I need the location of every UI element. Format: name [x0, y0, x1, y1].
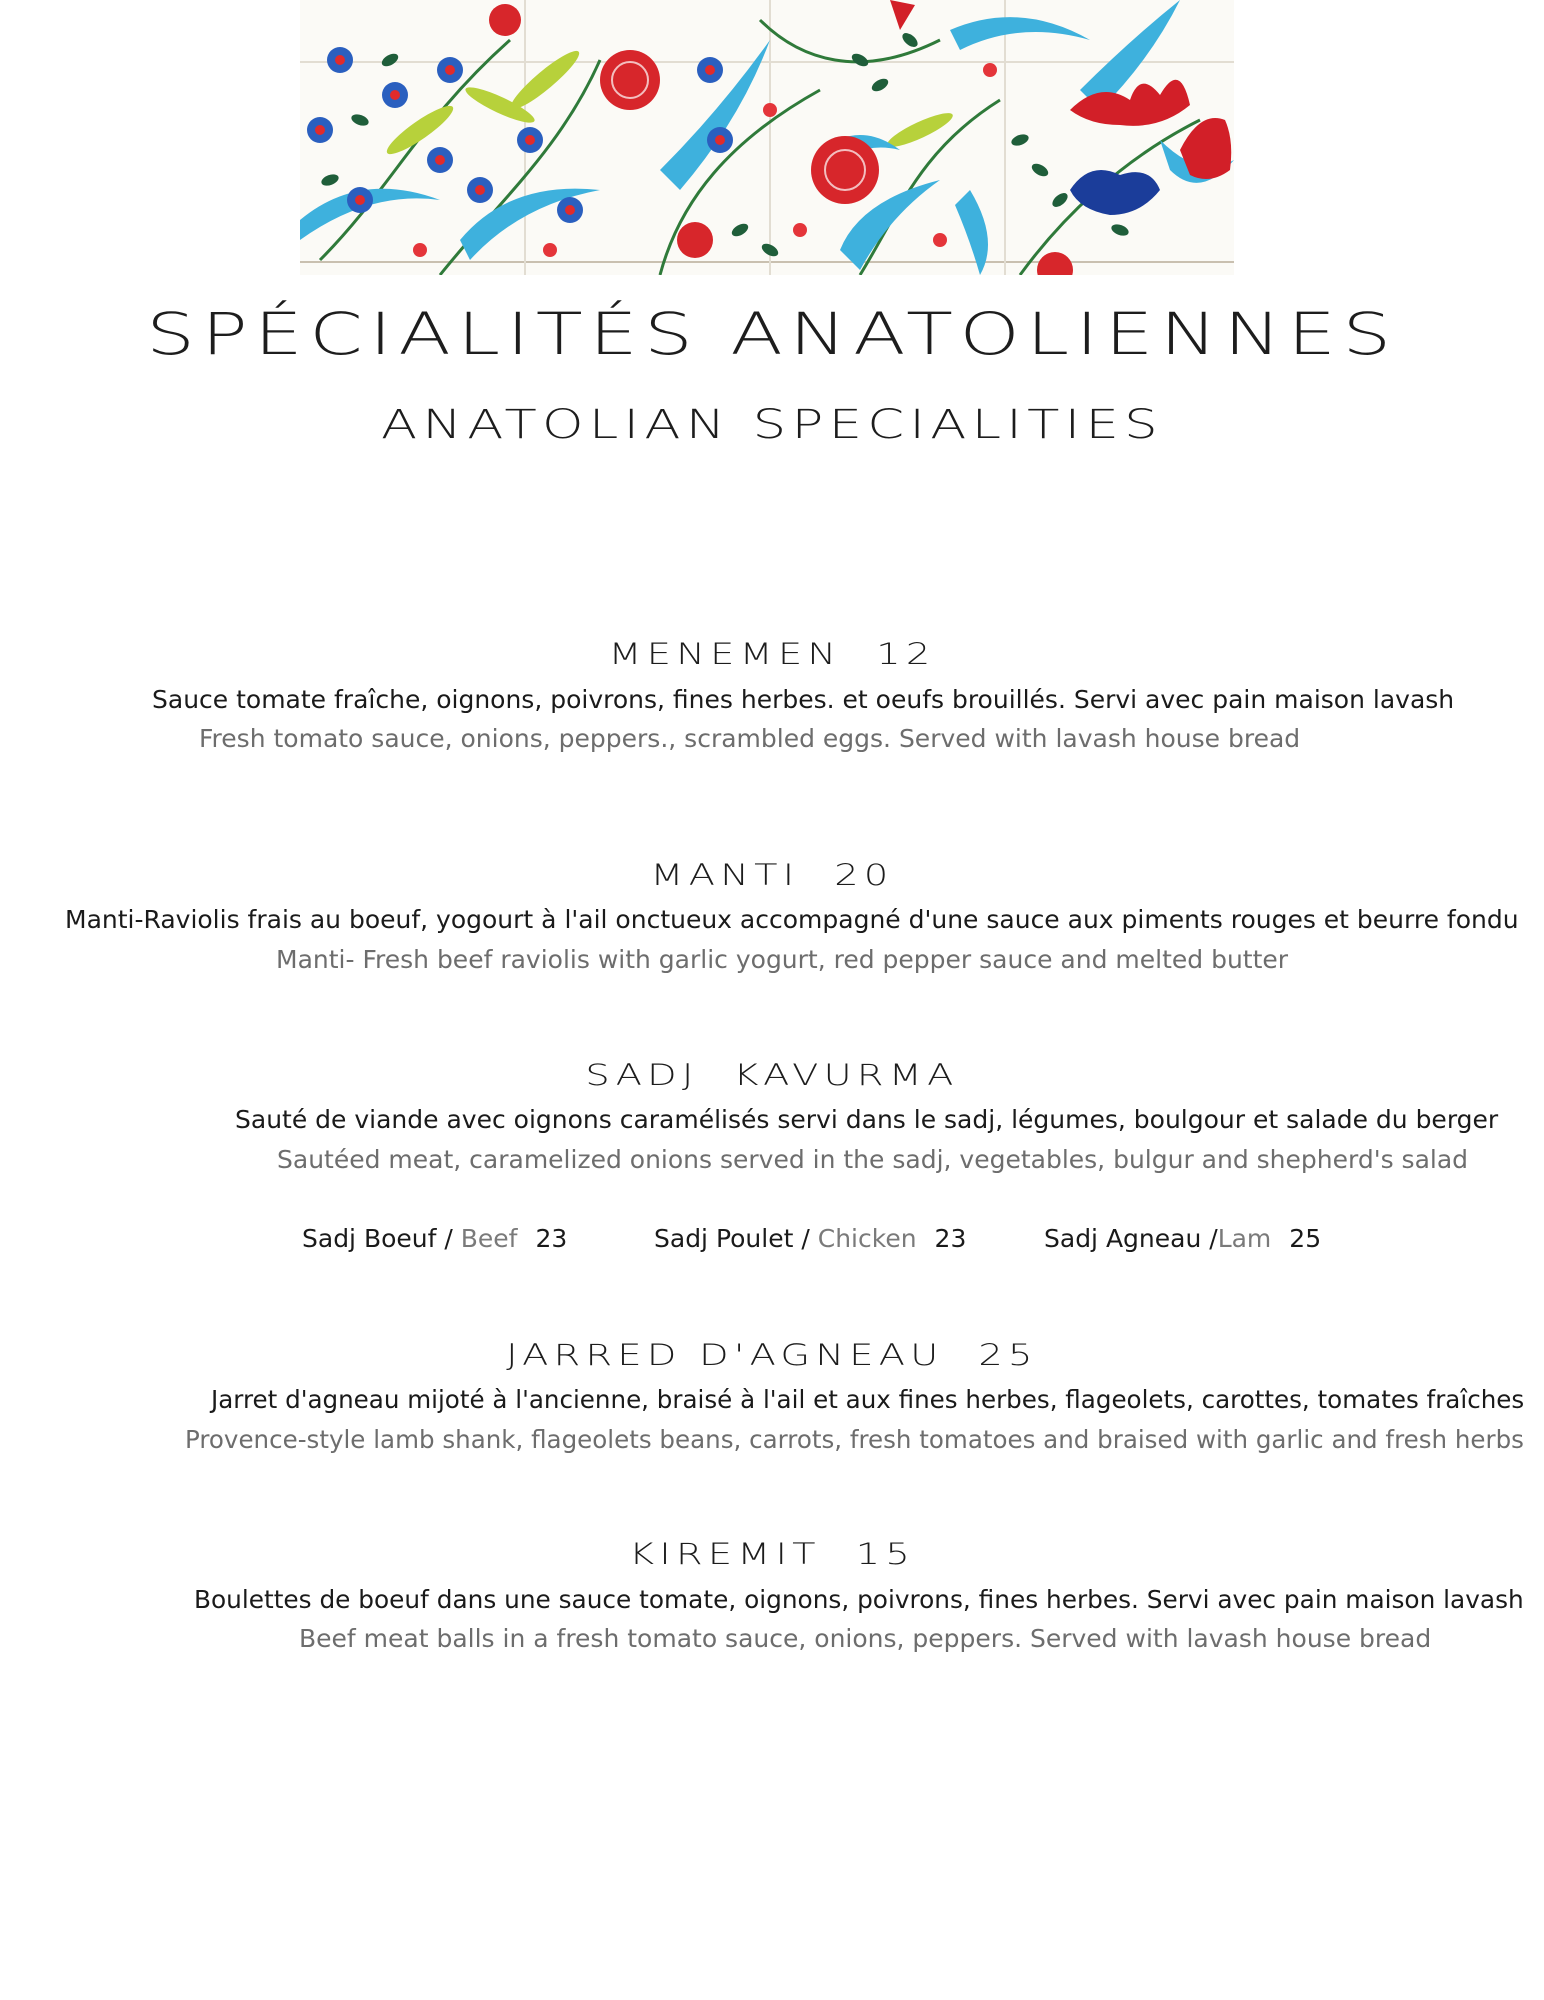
variant-price: 23 — [535, 1224, 568, 1253]
variant-label-fr: Sadj Boeuf — [302, 1224, 437, 1253]
dish-description-fr: Sauté de viande avec oignons caramélisés servi dans le sadj, légumes, boulgour et salade du berger — [235, 1105, 1499, 1134]
dish-heading-sadj-kavurma: SADJ KAVURMA — [585, 1058, 959, 1092]
page-title: SPÉCIALITÉS ANATOLIENNES — [146, 300, 1398, 368]
sadj-variant-beef — [302, 1224, 567, 1253]
dish-description-fr: Sauce tomate fraîche, oignons, poivrons, fines herbes. et oeufs brouillés. Servi avec pain maison lavash — [152, 685, 1455, 714]
dish-description-en: Fresh tomato sauce, onions, peppers., scrambled eggs. Served with lavash house bread — [199, 724, 1301, 753]
sadj-variant-chicken — [654, 1224, 966, 1253]
page-subtitle: ANATOLIAN SPECIALITIES — [381, 402, 1163, 448]
sadj-variant-lamb — [1044, 1224, 1321, 1253]
dish-description-en: Beef meat balls in a fresh tomato sauce, onions, peppers. Served with lavash house bread — [299, 1624, 1432, 1653]
dish-description-en: Provence-style lamb shank, flageolets beans, carrots, fresh tomatoes and braised with garlic and fresh herbs — [185, 1425, 1524, 1454]
floral-tile-icon — [300, 0, 1234, 275]
dish-description-en: Manti- Fresh beef raviolis with garlic yogurt, red pepper sauce and melted butter — [276, 945, 1289, 974]
dish-description-fr: Manti-Raviolis frais au boeuf, yogourt à l'ail onctueux accompagné d'une sauce aux piments rouges et beurre fondu — [65, 905, 1519, 934]
variant-label-en: Beef — [460, 1224, 518, 1253]
dish-description-en: Sautéed meat, caramelized onions served in the sadj, vegetables, bulgur and shepherd's salad — [277, 1145, 1469, 1174]
dish-heading-kiremit: KIREMIT 15 — [628, 1537, 915, 1571]
dish-description-fr: Boulettes de boeuf dans une sauce tomate, oignons, poivrons, fines herbes. Servi avec pain maison lavash — [194, 1585, 1524, 1614]
variant-label-fr: Sadj Agneau — [1044, 1224, 1202, 1253]
variant-label-en: Chicken — [817, 1224, 917, 1253]
dish-heading-jarred-dagneau: JARRED D'AGNEAU 25 — [506, 1338, 1038, 1372]
dish-heading-menemen: MENEMEN 12 — [608, 637, 936, 671]
dish-description-fr: Jarret d'agneau mijoté à l'ancienne, braisé à l'ail et aux fines herbes, flageolets, carottes, tomates fraîches — [211, 1385, 1525, 1414]
variant-separator: / — [793, 1224, 818, 1253]
variant-separator: / — [1201, 1224, 1218, 1253]
variant-price: 25 — [1289, 1224, 1322, 1253]
variant-label-en: Lam — [1217, 1224, 1272, 1253]
variant-label-fr: Sadj Poulet — [654, 1224, 794, 1253]
dish-heading-manti: MANTI 20 — [650, 858, 894, 892]
floral-tile-banner — [300, 0, 1234, 275]
variant-separator: / — [436, 1224, 461, 1253]
variant-price: 23 — [934, 1224, 967, 1253]
